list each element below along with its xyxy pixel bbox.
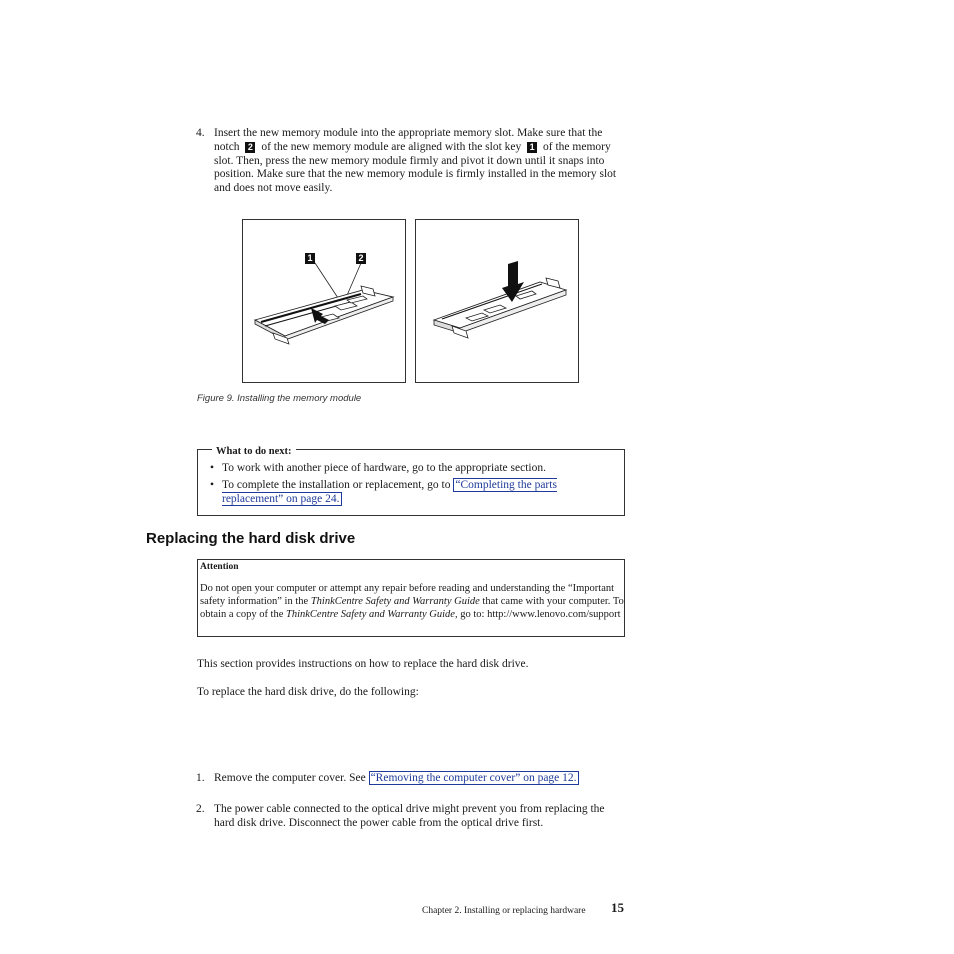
list-item: • To work with another piece of hardware, go to the appropriate section.	[210, 462, 606, 476]
callout-notch: 2	[245, 142, 255, 153]
list-item: • To complete the installation or replacement, go to “Completing the parts replacement” on page 24.	[210, 479, 606, 507]
steps-intro: To replace the hard disk drive, do the following:	[197, 686, 419, 698]
memory-slot-illustration	[243, 220, 405, 382]
step-1: 1. Remove the computer cover. See “Removing the computer cover” on page 12.	[196, 771, 577, 784]
attention-title: Attention	[200, 562, 239, 572]
removing-cover-link[interactable]: “Removing the computer cover” on page 12.	[370, 771, 577, 784]
step-4-text-c: of the memory slot. Then, press the new memory module firmly and pivot it down until it snaps into position. Make sure that the new memory module is firmly installed in the memory slot and does not move easily.	[214, 140, 617, 195]
figure-callout-2: 2	[356, 253, 366, 264]
next-steps-box	[197, 446, 625, 516]
completing-parts-link[interactable]: “Completing the parts replacement” on page 24.	[222, 478, 557, 505]
step-number: 4.	[196, 127, 205, 139]
step-number: 1.	[196, 771, 205, 784]
section-heading: Replacing the hard disk drive	[146, 530, 356, 547]
figure-panel-left	[242, 219, 406, 383]
step-4-text-b: of the new memory module are aligned with the slot key	[261, 140, 522, 153]
step-4-text-a: Insert the new memory module into the appropriate memory slot. Make sure that the notch	[214, 127, 603, 153]
callout-slot-key: 1	[527, 142, 537, 153]
step-4	[196, 127, 626, 196]
attention-text: Do not open your computer or attempt any repair before reading and understanding the “Important safety information” in the ThinkCentre Safety and Warranty Guide that came with your computer. To obtain a copy of the ThinkCentre Safety and Warranty Guide, go to: http://www.lenovo.com/support	[200, 583, 624, 620]
footer-chapter: Chapter 2. Installing or replacing hardware	[422, 906, 586, 916]
step-2: 2. The power cable connected to the optical drive might prevent you from replacing the hard disk drive. Disconnect the power cable from the optical drive first.	[196, 802, 605, 829]
next-steps-list	[210, 462, 606, 506]
memory-press-illustration	[416, 220, 578, 382]
page-number: 15	[611, 900, 624, 915]
attention-box	[197, 559, 625, 637]
intro-paragraph: This section provides instructions on how to replace the hard disk drive.	[197, 658, 529, 670]
figure-panel-right	[415, 219, 579, 383]
support-url[interactable]: http://www.lenovo.com/support	[487, 608, 621, 620]
figure-caption: Figure 9. Installing the memory module	[197, 393, 362, 404]
figure-callout-1: 1	[305, 253, 315, 264]
step-number: 2.	[196, 802, 205, 815]
next-steps-title: What to do next:	[212, 445, 296, 459]
